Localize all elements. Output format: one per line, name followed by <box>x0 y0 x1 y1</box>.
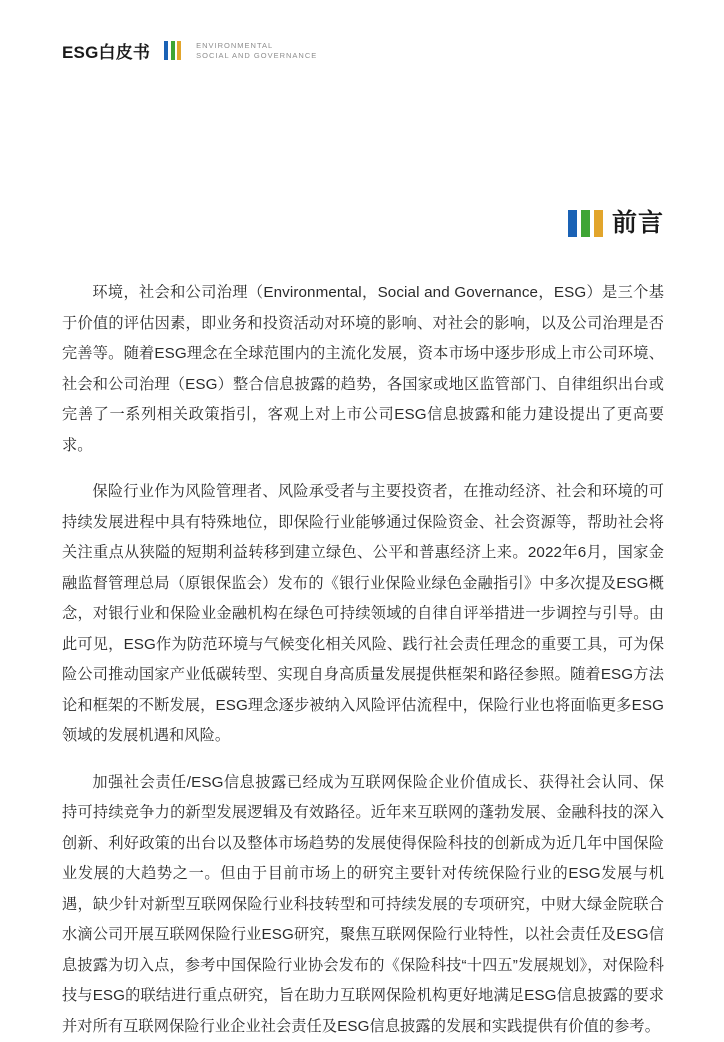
esg-logo-bars-icon <box>164 41 181 60</box>
brand-subtitle-line2: SOCIAL AND GOVERNANCE <box>196 51 317 61</box>
logo-bar-yellow-icon <box>177 41 181 60</box>
brand-title: ESG白皮书 <box>62 38 150 63</box>
body-paragraph: 加强社会责任/ESG信息披露已经成为互联网保险企业价值成长、获得社会认同、保持可持续竞争力的新型发展逻辑及有效路径。近年来互联网的蓬勃发展、金融科技的深入创新、利好政策的出台以及整体市场趋势的发展使得保险科技的创新成为近几年中国保险业发展的大趋势之一。但由于目前市场上的研究主要针对传统保险行业的ESG发展与机遇，缺少针对新型互联网保险行业科技转型和可持续发展的专项研究，中财大绿金院联合水滴公司开展互联网保险行业ESG研究，聚焦互联网保险行业特性，以社会责任及ESG信息披露为切入点，参考中国保险行业协会发布的《保险科技“十四五”发展规划》，对保险科技与ESG的联结进行重点研究，旨在助力互联网保险机构更好地满足ESG信息披露的要求并对所有互联网保险行业企业社会责任及ESG信息披露的发展和实践提供有价值的参考。 <box>62 768 664 1042</box>
body-content <box>62 278 664 1042</box>
logo-bar-green-icon <box>171 41 175 60</box>
section-heading-bars-icon <box>568 210 603 237</box>
section-heading <box>568 210 664 237</box>
body-paragraph: 环境，社会和公司治理（Environmental，Social and Governance，ESG）是三个基于价值的评估因素，即业务和投资活动对环境的影响、对社会的影响，以及公司治理是否完善等。随着ESG理念在全球范围内的主流化发展，资本市场中逐步形成上市公司环境、社会和公司治理（ESG）整合信息披露的趋势，各国家或地区监管部门、自律组织出台或完善了一系列相关政策指引，客观上对上市公司ESG信息披露和能力建设提出了更高要求。 <box>62 278 664 461</box>
brand-subtitle <box>196 40 317 61</box>
logo-bar-blue-icon <box>164 41 168 60</box>
section-heading-title: 前言 <box>612 211 664 236</box>
page-header <box>62 38 317 63</box>
heading-bar-blue-icon <box>568 210 577 237</box>
body-paragraph: 保险行业作为风险管理者、风险承受者与主要投资者，在推动经济、社会和环境的可持续发展进程中具有特殊地位，即保险行业能够通过保险资金、社会资源等，帮助社会将关注重点从狭隘的短期利益转移到建立绿色、公平和普惠经济上来。2022年6月，国家金融监督管理总局（原银保监会）发布的《银行业保险业绿色金融指引》中多次提及ESG概念，对银行业和保险业金融机构在绿色可持续领域的自律自评举措进一步调控与引导。由此可见，ESG作为防范环境与气候变化相关风险、践行社会责任理念的重要工具，可为保险公司推动国家产业低碳转型、实现自身高质量发展提供框架和路径参照。随着ESG方法论和框架的不断发展，ESG理念逐步被纳入风险评估流程中，保险行业也将面临更多ESG领域的发展机遇和风险。 <box>62 477 664 752</box>
heading-bar-yellow-icon <box>594 210 603 237</box>
brand-subtitle-line1: ENVIRONMENTAL <box>196 41 317 51</box>
heading-bar-green-icon <box>581 210 590 237</box>
